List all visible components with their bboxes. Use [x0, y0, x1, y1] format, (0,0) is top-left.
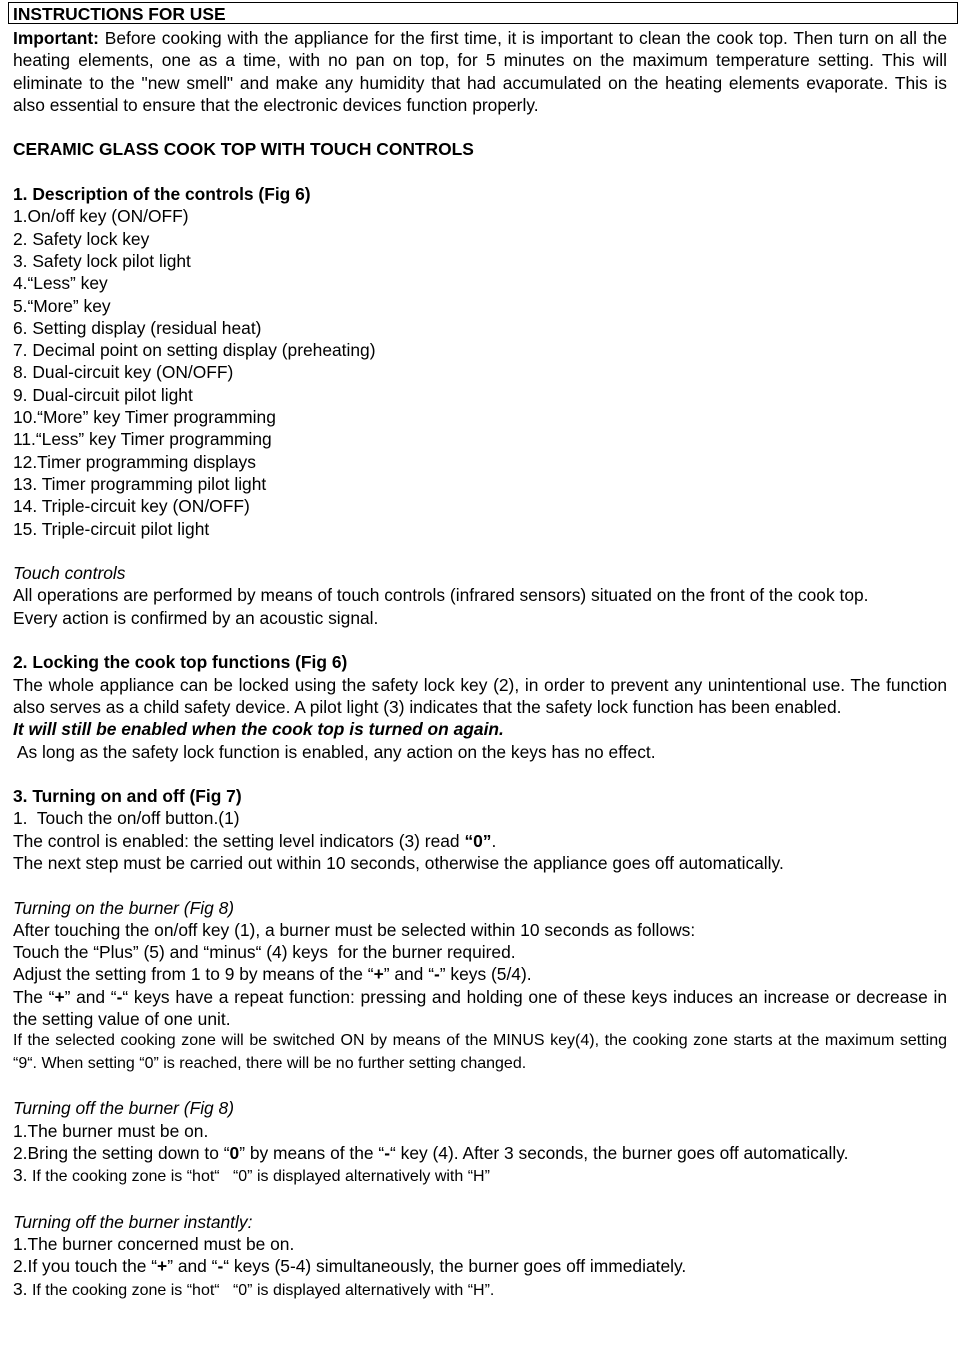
burner-off-step-1: 1.The burner must be on. — [13, 1120, 209, 1141]
burner-on-p4 — [13, 986, 947, 1031]
zero-value: 0 — [229, 1142, 240, 1163]
page-title: INSTRUCTIONS FOR USE — [13, 4, 226, 24]
burner-instant-step-3-text: If the cooking zone is “hot“ “0” is displayed alternatively with “H”. — [27, 1281, 495, 1299]
step-number: 3. — [13, 1278, 28, 1299]
list-item: 3. Safety lock pilot light — [13, 250, 191, 271]
controls-heading: 1. Description of the controls (Fig 6) — [13, 184, 311, 205]
list-item: 5.“More” key — [13, 295, 111, 316]
burner-on-p3 — [13, 963, 947, 985]
list-item: 7. Decimal point on setting display (preheating) — [13, 340, 376, 361]
burner-instant-step-1: 1.The burner concerned must be on. — [13, 1234, 295, 1255]
list-item: 8. Dual-circuit key (ON/OFF) — [13, 362, 234, 383]
document-body — [13, 27, 947, 1302]
burner-on-heading: Turning on the burner (Fig 8) — [13, 897, 235, 918]
list-item: 14. Triple-circuit key (ON/OFF) — [13, 496, 250, 517]
list-item: 6. Setting display (residual heat) — [13, 317, 262, 338]
turning-text: The control is enabled: the setting level indicators (3) read — [13, 830, 465, 851]
burner-instant-step-3 — [13, 1278, 947, 1302]
burner-on-p5: If the selected cooking zone will be switched ON by means of the MINUS key(4), the cooking zone starts at the maximum setting “9“. When setting “0” is reached, there will be no further setting changed. — [13, 1032, 947, 1072]
burner-on-p2: Touch the “Plus” (5) and “minus“ (4) keys for the burner required. — [13, 942, 516, 963]
minus-symbol: - — [116, 986, 123, 1007]
turning-paragraph — [13, 830, 947, 852]
burner-instant-step-2-text: 2.If you touch the “ — [13, 1256, 158, 1277]
locking-note: As long as the safety lock function is enabled, any action on the keys has no effect. — [13, 741, 656, 762]
list-item: 11.“Less” key Timer programming — [13, 429, 272, 450]
burner-on-p1: After touching the on/off key (1), a burner must be selected within 10 seconds as follows: — [13, 919, 696, 940]
burner-instant-heading: Turning off the burner instantly: — [13, 1211, 253, 1232]
step-number: 3. — [13, 1165, 28, 1186]
section-title: CERAMIC GLASS COOK TOP WITH TOUCH CONTROLS — [13, 139, 474, 160]
minus-symbol: - — [384, 1142, 390, 1163]
plus-symbol: + — [54, 986, 65, 1007]
list-item: 4.“Less” key — [13, 273, 108, 294]
plus-symbol: + — [373, 964, 384, 985]
burner-instant-step-2 — [13, 1255, 947, 1277]
burner-on-p4-and: ” and “ — [64, 986, 117, 1007]
intro-text: Before cooking with the appliance for the first time, it is important to clean the cook top. Then turn on all the heating elements, one as a time, with no pan on top, for 5 minutes on the maximum temperature setting. This will eliminate to the "new smell" and make any humidity that had accumulated on the heating elements evaporate. This is also essential to ensure that the electronic devices function properly. — [13, 28, 947, 115]
touch-heading: Touch controls — [13, 563, 126, 584]
intro-lead: Important: — [13, 28, 99, 48]
locking-paragraph: The whole appliance can be locked using the safety lock key (2), in order to prevent any unintentional use. The function also serves as a child safety device. A pilot light (3) indicates that the safety lock function has been enabled. — [13, 674, 947, 717]
list-item: 12.Timer programming displays — [13, 451, 256, 472]
burner-off-step-2-text: 2.Bring the setting down to “ — [13, 1142, 230, 1163]
locking-heading: 2. Locking the cook top functions (Fig 6) — [13, 652, 348, 673]
turning-heading: 3. Turning on and off (Fig 7) — [13, 786, 242, 807]
minus-symbol: - — [433, 964, 440, 985]
turning-note: The next step must be carried out within 10 seconds, otherwise the appliance goes off automatically. — [13, 852, 784, 873]
list-item: 13. Timer programming pilot light — [13, 473, 267, 494]
burner-instant-step-2-and: ” and “ — [167, 1256, 218, 1277]
list-item: 15. Triple-circuit pilot light — [13, 518, 210, 539]
controls-list — [13, 205, 947, 539]
list-item: 9. Dual-circuit pilot light — [13, 384, 193, 405]
locking-emphasis: It will still be enabled when the cook top is turned on again. — [13, 719, 504, 740]
minus-symbol: - — [217, 1256, 224, 1277]
list-item: 2. Safety lock key — [13, 228, 150, 249]
burner-on-p4-text: The “ — [13, 986, 55, 1007]
burner-off-step-2-end: “ key (4). After 3 seconds, the burner goes off automatically. — [390, 1142, 849, 1163]
zero-value: “0” — [464, 830, 492, 851]
intro-paragraph — [13, 27, 947, 116]
burner-off-heading: Turning off the burner (Fig 8) — [13, 1098, 235, 1119]
turning-step-1: 1. Touch the on/off button.(1) — [13, 808, 240, 829]
burner-off-step-3-text: If the cooking zone is “hot“ “0” is displayed alternatively with “H” — [27, 1168, 490, 1186]
touch-paragraph: All operations are performed by means of touch controls (infrared sensors) situated on the front of the cook top. — [13, 585, 869, 606]
burner-on-p3-text: Adjust the setting from 1 to 9 by means of the “ — [13, 964, 374, 985]
plus-symbol: + — [157, 1256, 168, 1277]
list-item: 10.“More” key Timer programming — [13, 407, 276, 428]
turning-text-end: . — [491, 830, 497, 851]
burner-off-step-2 — [13, 1142, 947, 1164]
burner-instant-step-2-end: “ keys (5-4) simultaneously, the burner goes off immediately. — [223, 1256, 687, 1277]
burner-off-step-3 — [13, 1164, 947, 1188]
burner-on-p3-and: ” and “ — [383, 964, 434, 985]
burner-on-p4-end: “ keys have a repeat function: pressing and holding one of these keys induces an increase or decrease in the setting value of one unit. — [13, 986, 947, 1030]
list-item: 1.On/off key (ON/OFF) — [13, 206, 189, 227]
touch-note: Every action is confirmed by an acoustic signal. — [13, 607, 379, 628]
burner-on-p3-end: ” keys (5/4). — [439, 964, 532, 985]
burner-off-step-2-mid: ” by means of the “ — [239, 1142, 385, 1163]
